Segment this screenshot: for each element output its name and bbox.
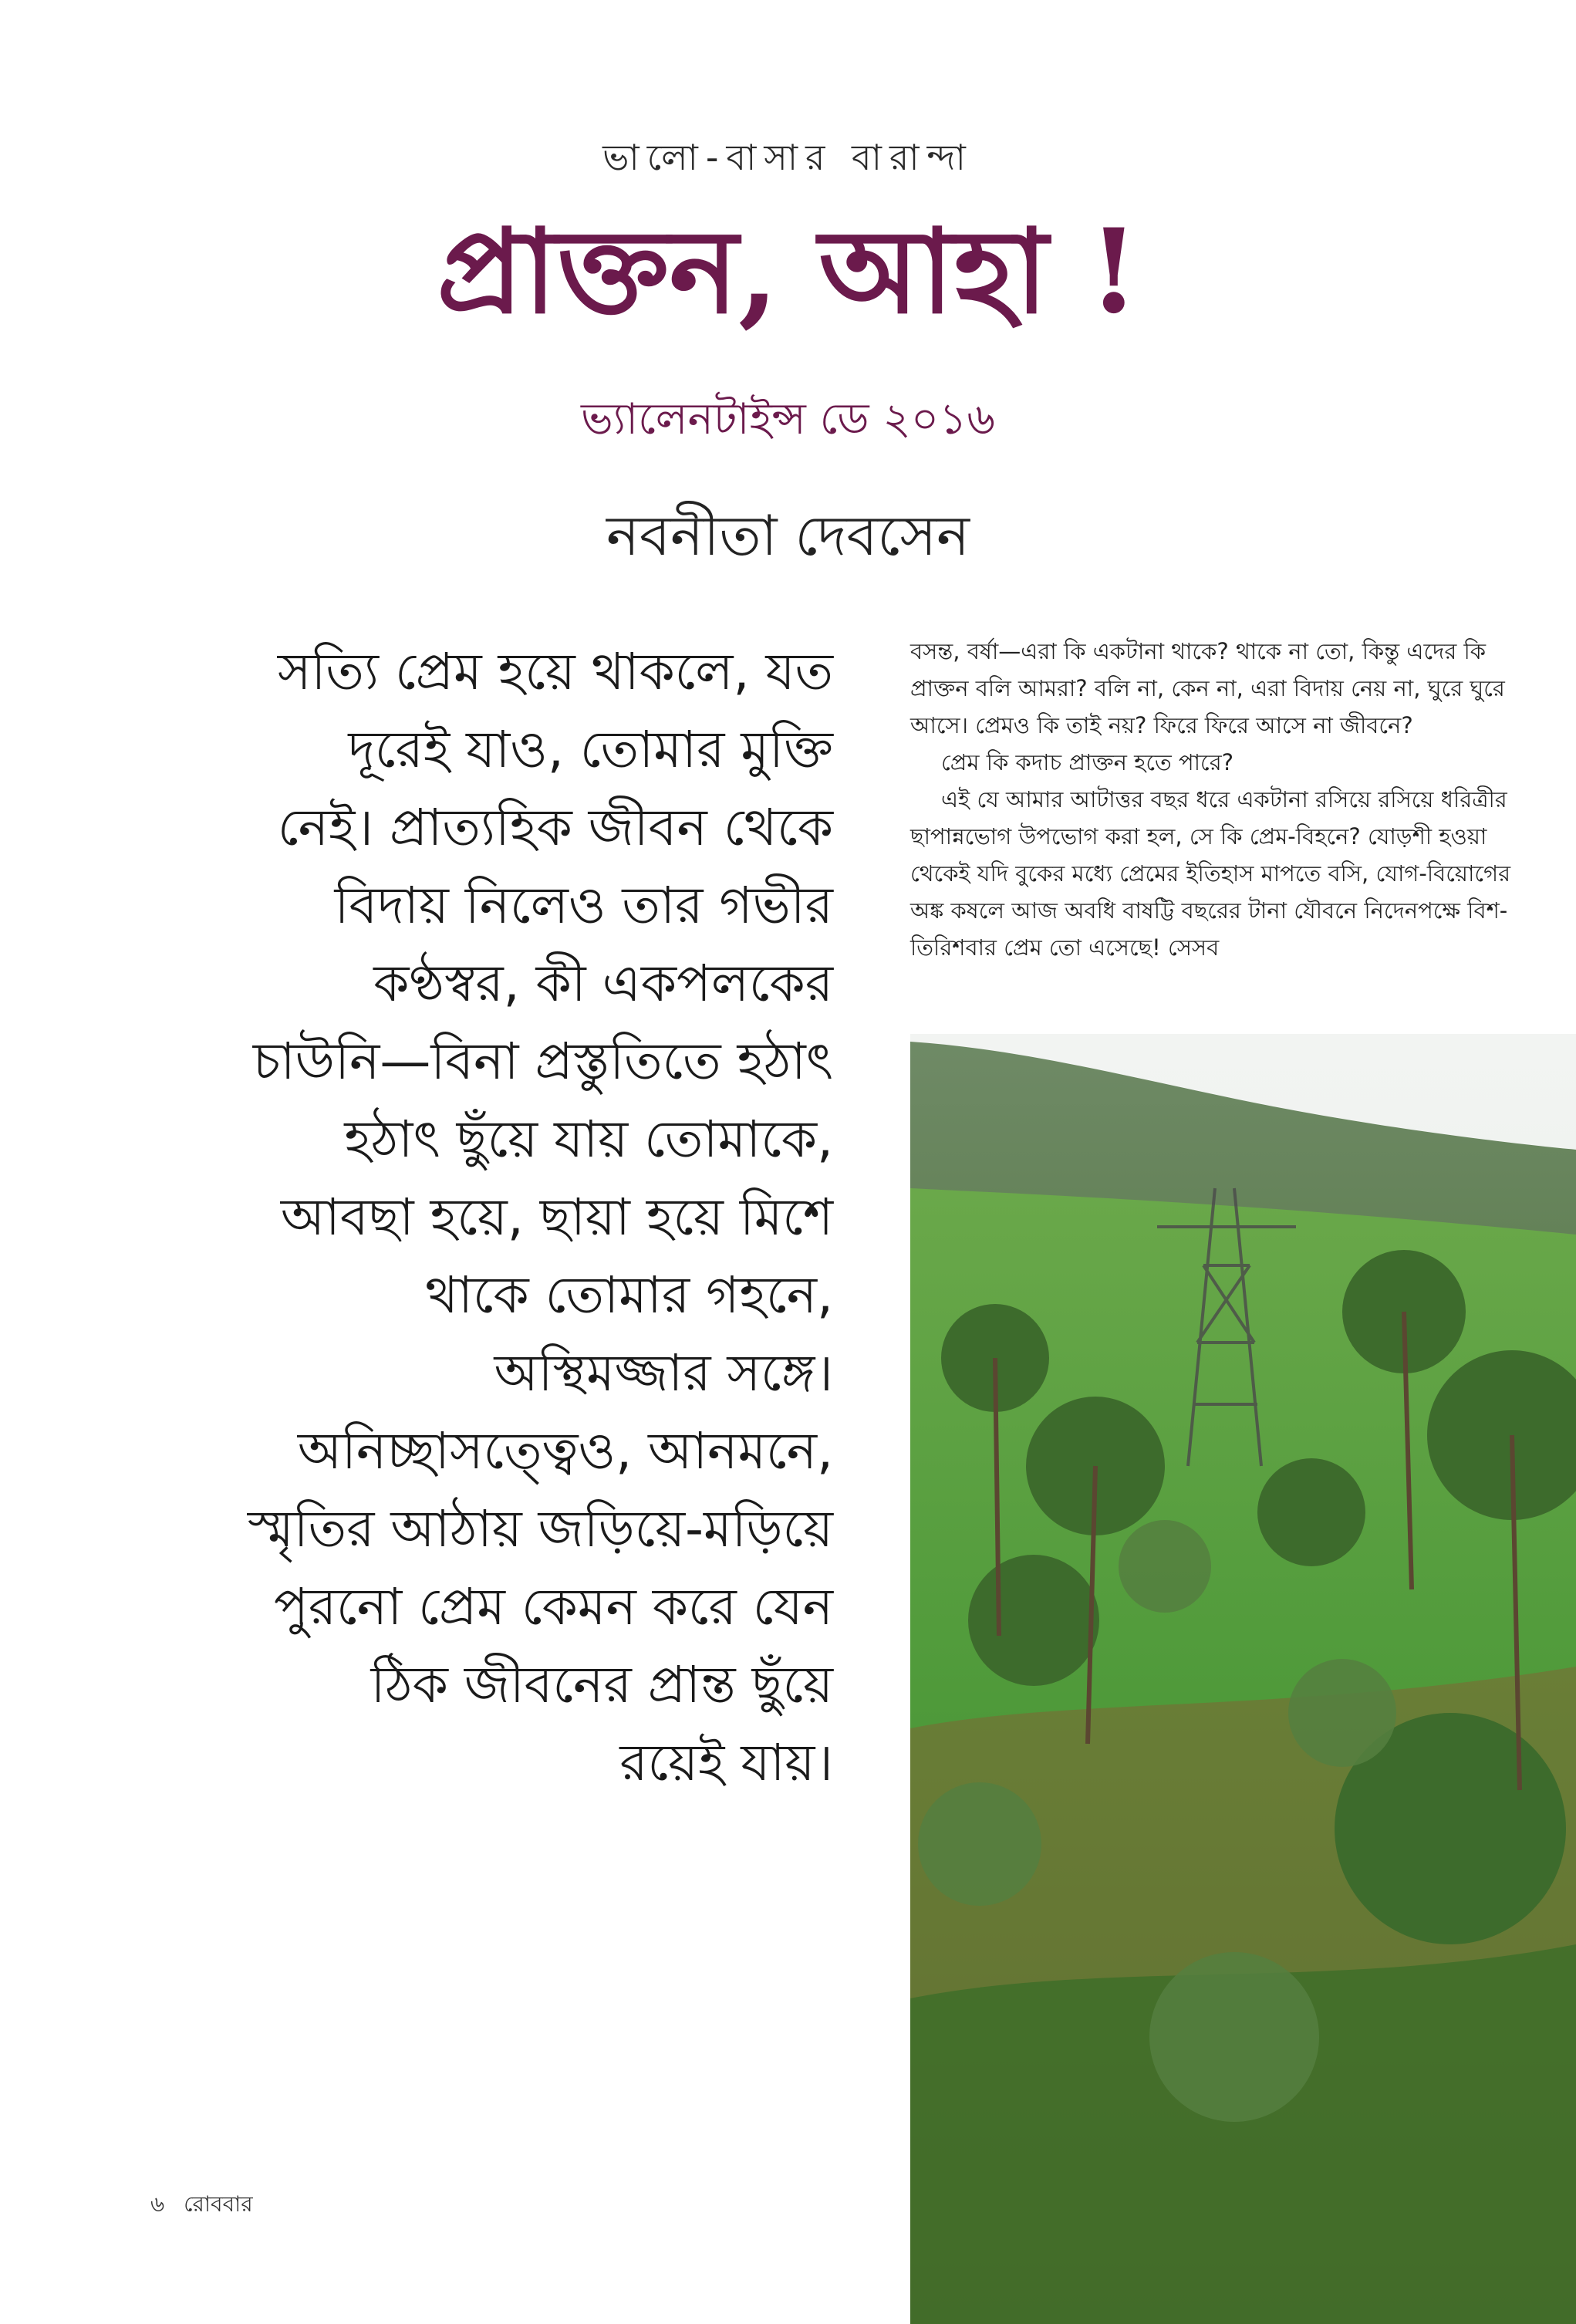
magazine-name: রোববার: [184, 2191, 253, 2217]
page-number: ৬: [150, 2191, 165, 2217]
landscape-photo-icon: [910, 1034, 1576, 2324]
pull-quote-line: নেই। প্রাত্যহিক জীবন থেকে: [277, 798, 833, 857]
pull-quote-line: দূরেই যাও, তোমার মুক্তি: [348, 720, 833, 779]
body-paragraph: এই যে আমার আটাত্তর বছর ধরে একটানা রসিয়ে রসিয়ে ধরিত্রীর ছাপান্নভোগ উপভোগ করা হল, সে কি প্রেম-বিহনে? যোড়শী হওয়া থেকেই যদি বুকের মধ্যে প্রেমের ইতিহাস মাপতে বসি, যোগ-বিয়োগের অঙ্ক কষলে আজ অবধি বাষট্টি বছরের টানা যৌবনে নিদেনপক্ষে বিশ-তিরিশবার প্রেম তো এসেছে! সেসব: [910, 786, 1511, 961]
pull-quote-line: আবছা হয়ে, ছায়া হয়ে মিশে: [280, 1187, 833, 1247]
author-name: নবনীতা দেবসেন: [606, 503, 970, 568]
pull-quote-line: কণ্ঠস্বর, কী একপলকের: [373, 954, 833, 1013]
pull-quote-line: ঠিক জীবনের প্রান্ত ছুঁয়ে: [370, 1655, 833, 1714]
page-footer: [150, 2187, 253, 2224]
body-paragraph: প্রেম কি কদাচ প্রাক্তন হতে পারে?: [941, 749, 1234, 775]
landscape-photo: [910, 1034, 1576, 2324]
body-paragraph: বসন্ত, বর্ষা—এরা কি একটানা থাকে? থাকে না তো, কিন্তু এদের কি প্রাক্তন বলি আমরা? বলি না, কেন না, এরা বিদায় নেয় না, ঘুরে ঘুরে আসে। প্রেমও কি তাই নয়? ফিরে ফিরে আসে না জীবনে?: [910, 638, 1505, 738]
pull-quote-line: হঠাৎ ছুঁয়ে যায় তোমাকে,: [344, 1110, 833, 1169]
pull-quote-line: সত্যি প্রেম হয়ে থাকলে, যত: [277, 642, 833, 701]
body-text: [910, 633, 1543, 966]
pull-quote-line: বিদায় নিলেও তার গভীর: [334, 876, 833, 935]
subtitle: ভ্যালেনটাইন্স ডে ২০১৬: [581, 394, 995, 444]
section-label: ভালো-বাসার বারান্দা: [602, 137, 974, 178]
pull-quote-line: পুরনো প্রেম কেমন করে যেন: [274, 1577, 833, 1637]
pull-quote-line: চাউনি—বিনা প্রস্তুতিতে হঠাৎ: [252, 1032, 833, 1091]
pull-quote-line: অস্থিমজ্জার সঙ্গে।: [494, 1343, 833, 1403]
pull-quote-line: স্মৃতির আঠায় জড়িয়ে-মড়িয়ে: [247, 1499, 833, 1559]
pull-quote-line: থাকে তোমার গহনে,: [425, 1265, 833, 1325]
page-title: প্রাক্তন, আহা !: [437, 204, 1139, 339]
pull-quote-line: রয়েই যায়।: [619, 1733, 833, 1792]
pull-quote-line: অনিচ্ছাসত্ত্বেও, আনমনে,: [297, 1421, 833, 1481]
pull-quote: [154, 633, 833, 1802]
